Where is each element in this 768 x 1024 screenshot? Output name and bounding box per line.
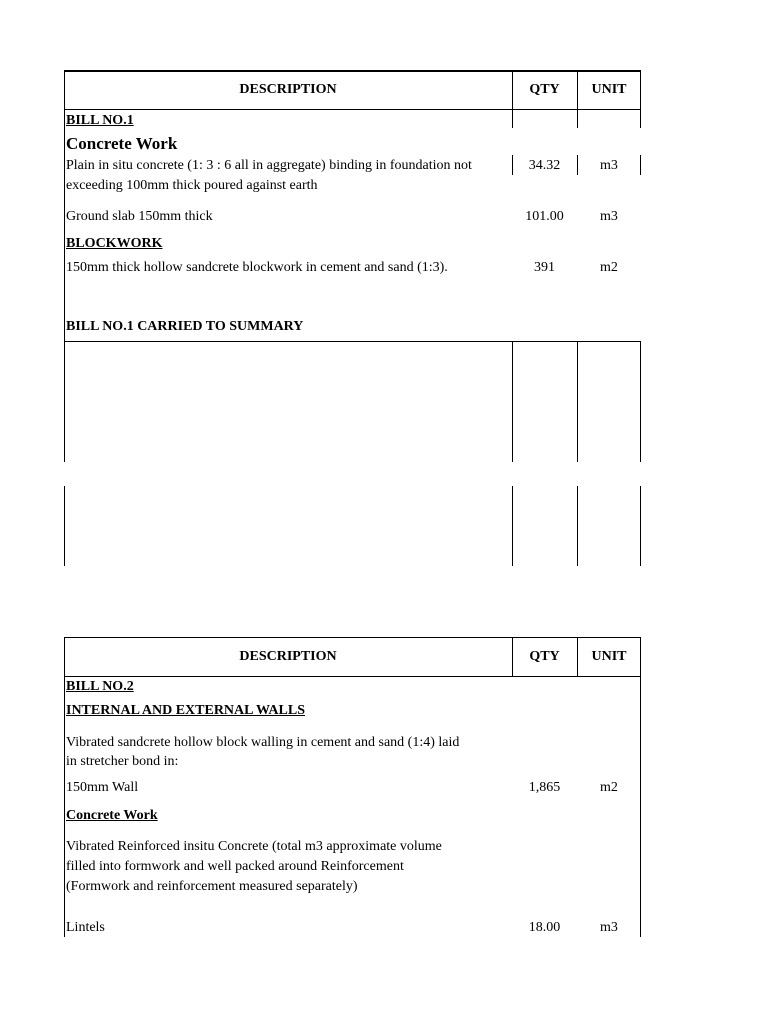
concrete-description: (Formwork and reinforcement measured separately) (66, 879, 358, 894)
table2-header-divider (64, 676, 641, 677)
item-description: 150mm thick hollow sandcrete blockwork in cement and sand (1:3). (66, 260, 448, 275)
header-qty: QTY (529, 649, 560, 664)
walling-description: in stretcher bond in: (66, 754, 179, 769)
segment-right-border (640, 486, 641, 566)
section-title: Concrete Work (66, 134, 178, 153)
table1-right-border (640, 341, 641, 462)
table1-unit-border (577, 341, 578, 462)
bill-label: BILL NO.1 (66, 113, 134, 128)
blockwork-heading: BLOCKWORK (66, 236, 163, 251)
header-description: DESCRIPTION (239, 82, 337, 97)
item-description: 150mm Wall (66, 780, 139, 795)
segment-unit-border (577, 486, 578, 566)
concrete-description: Vibrated Reinforced insitu Concrete (total m3 approximate volume (66, 839, 442, 854)
section-title: INTERNAL AND EXTERNAL WALLS (66, 703, 305, 718)
item-unit: m2 (600, 260, 618, 275)
item-unit: m3 (600, 158, 618, 173)
carried-to-summary: BILL NO.1 CARRIED TO SUMMARY (66, 319, 304, 334)
table2-top-border (64, 637, 641, 638)
table1-qty-border (512, 341, 513, 462)
item-qty: 101.00 (525, 209, 564, 224)
item-unit: m2 (600, 780, 618, 795)
concrete-description: filled into formwork and well packed around Reinforcement (66, 859, 404, 874)
header-unit: UNIT (591, 649, 627, 664)
item-description: exceeding 100mm thick poured against earth (66, 178, 318, 193)
item-description: Lintels (66, 920, 105, 935)
table1-qty-border (512, 70, 513, 128)
item-qty: 18.00 (528, 920, 561, 935)
item-qty: 34.32 (528, 158, 561, 173)
item-unit: m3 (600, 920, 618, 935)
table1-unit-border (577, 70, 578, 128)
item-description: Ground slab 150mm thick (66, 209, 213, 224)
header-qty: QTY (529, 82, 560, 97)
table1-left-border (64, 70, 65, 462)
item-description: Plain in situ concrete (1: 3 : 6 all in aggregate) binding in foundation not (66, 158, 472, 173)
header-unit: UNIT (591, 82, 627, 97)
segment-left-border (64, 486, 65, 566)
table1-right-border (640, 70, 641, 128)
header-description: DESCRIPTION (239, 649, 337, 664)
bill-label: BILL NO.2 (66, 679, 134, 694)
segment-qty-border (512, 486, 513, 566)
item-qty: 1,865 (528, 780, 561, 795)
table1-top-border (64, 70, 641, 72)
concrete-heading: Concrete Work (66, 808, 158, 823)
table1-header-divider (64, 109, 641, 110)
table1-summary-divider (64, 341, 641, 342)
table2-left-border (64, 637, 65, 937)
item-unit: m3 (600, 209, 618, 224)
item-qty: 391 (534, 260, 555, 275)
walling-description: Vibrated sandcrete hollow block walling in cement and sand (1:4) laid (66, 735, 460, 750)
